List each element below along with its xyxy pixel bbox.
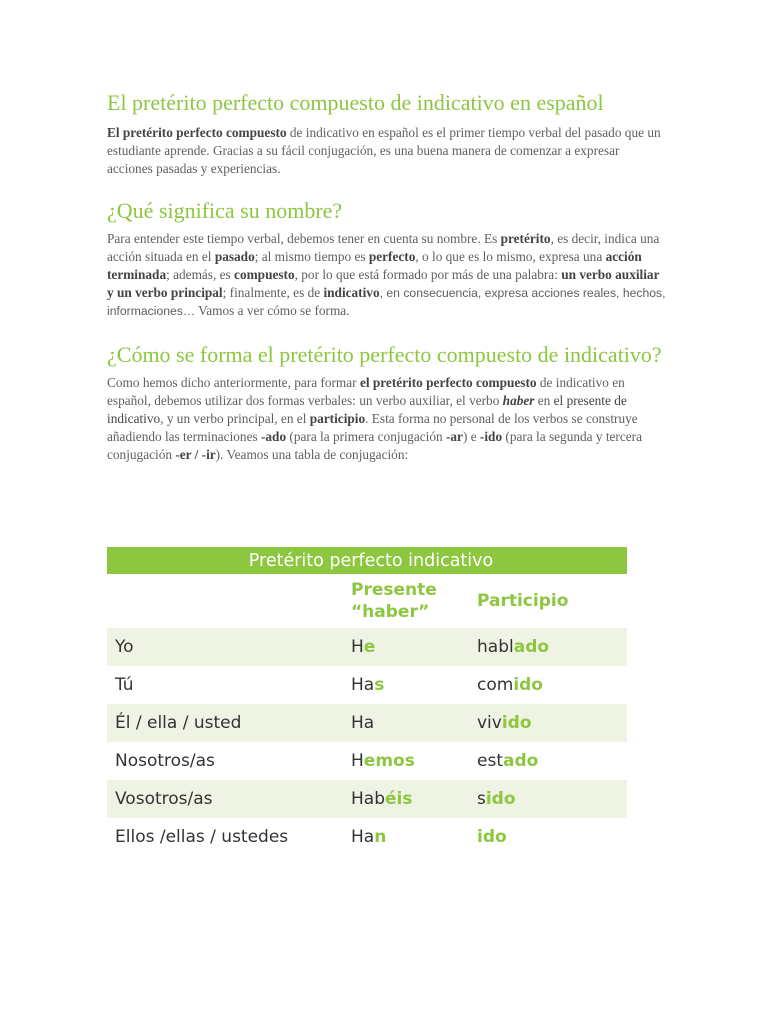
haber-cell: He	[343, 628, 469, 666]
bold-term: -ado	[260, 429, 287, 445]
bold-term: pasado	[214, 248, 255, 264]
haber-cell: Ha	[343, 704, 469, 742]
pronoun-cell: Él / ella / usted	[107, 704, 343, 742]
bold-term: acción terminada	[107, 248, 642, 283]
document-page	[107, 88, 667, 479]
pronoun-cell: Tú	[115, 675, 134, 695]
bold-term: compuesto	[234, 267, 295, 283]
highlight-term: el presente de indicativo	[107, 392, 627, 427]
table-row	[107, 818, 627, 856]
bold-term: indicativo	[323, 285, 380, 301]
header-haber-cell	[343, 574, 469, 628]
header-haber-line1: Presente	[351, 580, 437, 600]
bold-term: un verbo auxiliar y un verbo principal	[107, 267, 660, 301]
haber-cell: Has	[351, 675, 385, 695]
header-haber-line2: “haber”	[351, 602, 430, 622]
section-heading-meaning: ¿Qué significa su nombre?	[107, 197, 343, 223]
pronoun-cell: Ellos /ellas / ustedes	[115, 827, 289, 847]
bold-term: participio	[309, 411, 366, 427]
conjugation-table	[107, 547, 627, 856]
bold-term: perfecto	[368, 248, 416, 264]
page-title: El pretérito perfecto compuesto de indicativo en español	[107, 90, 604, 115]
section-heading-formation: ¿Cómo se forma el pretérito perfecto compuesto de indicativo?	[107, 341, 662, 367]
formation-paragraph: Como hemos dicho anteriormente, para formar el pretérito perfecto compuesto de indicativo en español, debemos utilizar dos formas verbales: un verbo auxiliar, el verbo haber en el presente de indicativo, y un verbo principal, en el participio. Esta forma no personal de los verbos se construye añadiendo las terminaciones -ado (para la primera conjugación -ar) e -ido (para la segunda y tercera conjugación -er / -ir). Veamos una tabla de conjugación:	[107, 374, 642, 463]
meaning-paragraph: Para entender este tiempo verbal, debemos tener en cuenta su nombre. Es pretérito, es decir, indica una acción situada en el pasado; al mismo tiempo es perfecto, o lo que es lo mismo, expresa una acción terminada; además, es compuesto, por lo que está formado por más de una palabra: un verbo auxiliar y un verbo principal; finalmente, es de indicativo, en consecuencia, expresa acciones reales, hechos, informaciones… Vamos a ver cómo se forma.	[107, 230, 666, 319]
bold-term: -ar	[445, 429, 463, 445]
table-row	[107, 742, 627, 780]
header-empty-cell	[107, 574, 343, 628]
pronoun-cell: Yo	[107, 628, 343, 666]
bold-term: El pretérito perfecto compuesto	[107, 125, 287, 140]
participio-cell: estado	[477, 751, 539, 771]
pronoun-cell: Nosotros/as	[115, 751, 215, 771]
bold-term: -ido	[479, 429, 503, 445]
participio-cell: comido	[477, 675, 543, 695]
intro-paragraph: El pretérito perfecto compuesto de indicativo en español es el primer tiempo verbal del pasado que un estudiante aprende. Gracias a su fácil conjugación, es una buena manera de comenzar a expresar acciones pasadas y experiencias.	[107, 125, 661, 177]
participio-cell: vivido	[469, 704, 627, 742]
table-row	[107, 780, 627, 818]
table-title: Pretérito perfecto indicativo	[107, 547, 627, 574]
haber-cell: Han	[351, 827, 387, 847]
participio-cell: sido	[469, 780, 627, 818]
bold-term: el pretérito perfecto compuesto	[359, 374, 537, 390]
sans-run: , en consecuencia, expresa acciones reales, hechos, informaciones…	[107, 286, 666, 319]
table-row	[107, 704, 627, 742]
table-header-row	[107, 574, 627, 628]
header-participio-cell: Participio	[477, 591, 569, 611]
bold-term: pretérito	[500, 230, 551, 246]
pronoun-cell: Vosotros/as	[107, 780, 343, 818]
participio-cell: ido	[477, 827, 507, 847]
haber-cell: Habéis	[343, 780, 469, 818]
haber-cell: Hemos	[351, 751, 415, 771]
table-row	[107, 628, 627, 666]
table-title-row	[107, 547, 627, 574]
bold-term: -er / -ir	[175, 447, 216, 463]
bold-italic-term: haber	[502, 392, 535, 408]
table-row	[107, 666, 627, 704]
participio-cell: hablado	[469, 628, 627, 666]
